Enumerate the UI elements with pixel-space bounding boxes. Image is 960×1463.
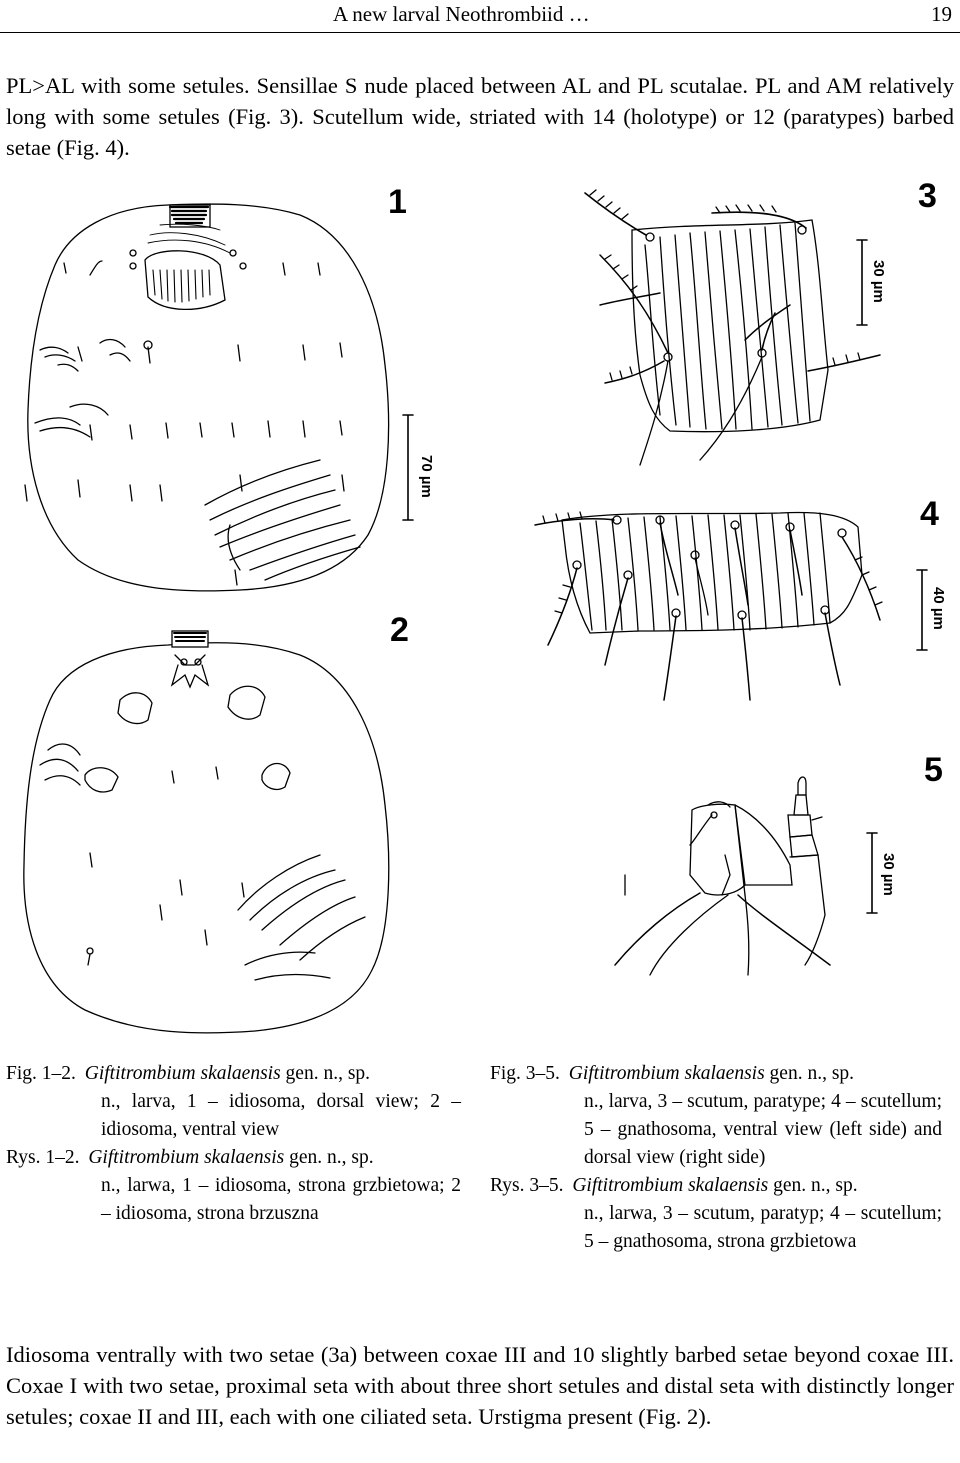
- fig4-scutellum: [535, 512, 882, 700]
- caption-en-continuation: n., larva, 3 – scutum, paratype; 4 – scutellum; 5 – gnathosoma, ventral view (left side) and dorsal view (right side): [584, 1091, 942, 1168]
- page-number: 19: [931, 2, 952, 26]
- running-title: A new larval Neothrombiid …: [333, 2, 590, 26]
- fig5-gnathosoma: [615, 777, 830, 975]
- caption-pl-species: Giftitrombium skalaensis: [88, 1147, 285, 1168]
- fig4-scale-bar: [917, 570, 947, 650]
- figure-plate: [0, 175, 960, 1035]
- caption-pl: [6, 1144, 461, 1228]
- fig2-idiosoma-ventral: [24, 631, 389, 1033]
- caption-pl-label: Rys. 1–2.: [6, 1147, 80, 1168]
- caption-figs-1-2: [6, 1060, 461, 1228]
- fig4-scale-label: 40 µm: [930, 587, 947, 630]
- caption-pl-continuation: n., larwa, 1 – idiosoma, strona grzbietowa; 2 – idiosoma, strona brzuszna: [101, 1175, 461, 1224]
- caption-en-species: Giftitrombium skalaensis: [568, 1063, 765, 1084]
- running-header: [0, 0, 960, 33]
- closing-paragraph: Idiosoma ventrally with two setae (3a) between coxae III and 10 slightly barbed setae beyond coxae III. Coxae I with two setae, proximal seta with about three short setules and distal seta with distinctly longer setules; coxae II and III, each with one ciliated seta. Urstigma present (Fig. 2).: [6, 1342, 954, 1429]
- fig1-idiosoma-dorsal: [25, 204, 389, 591]
- caption-en-rest: gen. n., sp.: [769, 1063, 855, 1084]
- figure-label-2: 2: [390, 611, 409, 649]
- fig3-scale-bar: [857, 240, 887, 325]
- caption-pl-label: Rys. 3–5.: [490, 1175, 564, 1196]
- caption-en-species: Giftitrombium skalaensis: [84, 1063, 281, 1084]
- figure-label-1: 1: [388, 183, 407, 221]
- caption-pl-rest: gen. n., sp.: [773, 1175, 858, 1196]
- caption-pl: [490, 1172, 942, 1256]
- intro-paragraph: PL>AL with some setules. Sensillae S nude placed between AL and PL scutalae. PL and AM relatively long with some setules (Fig. 3). Scutellum wide, striated with 14 (holotype) or 12 (paratypes) barbed setae (Fig. 4).: [6, 73, 954, 160]
- caption-en-label: Fig. 1–2.: [6, 1063, 76, 1084]
- fig1-scale-label: 70 µm: [418, 455, 435, 498]
- fig3-scale-label: 30 µm: [870, 260, 887, 303]
- caption-en: [6, 1060, 461, 1144]
- fig5-scale-label: 30 µm: [880, 853, 897, 896]
- caption-pl-rest: gen. n., sp.: [289, 1147, 374, 1168]
- caption-en: [490, 1060, 942, 1172]
- figure-label-3: 3: [918, 177, 937, 215]
- caption-figs-3-5: [490, 1060, 942, 1256]
- fig3-scutum: [585, 190, 880, 465]
- caption-pl-continuation: n., larwa, 3 – scutum, paratyp; 4 – scutellum; 5 – gnathosoma, strona grzbietowa: [584, 1203, 942, 1252]
- fig1-scale-bar: [403, 415, 435, 520]
- figure-label-4: 4: [920, 495, 939, 533]
- figure-label-5: 5: [924, 751, 943, 789]
- caption-pl-species: Giftitrombium skalaensis: [572, 1175, 769, 1196]
- caption-en-rest: gen. n., sp.: [285, 1063, 371, 1084]
- caption-en-label: Fig. 3–5.: [490, 1063, 560, 1084]
- fig5-scale-bar: [867, 833, 897, 913]
- caption-en-continuation: n., larva, 1 – idiosoma, dorsal view; 2 – idiosoma, ventral view: [101, 1091, 461, 1140]
